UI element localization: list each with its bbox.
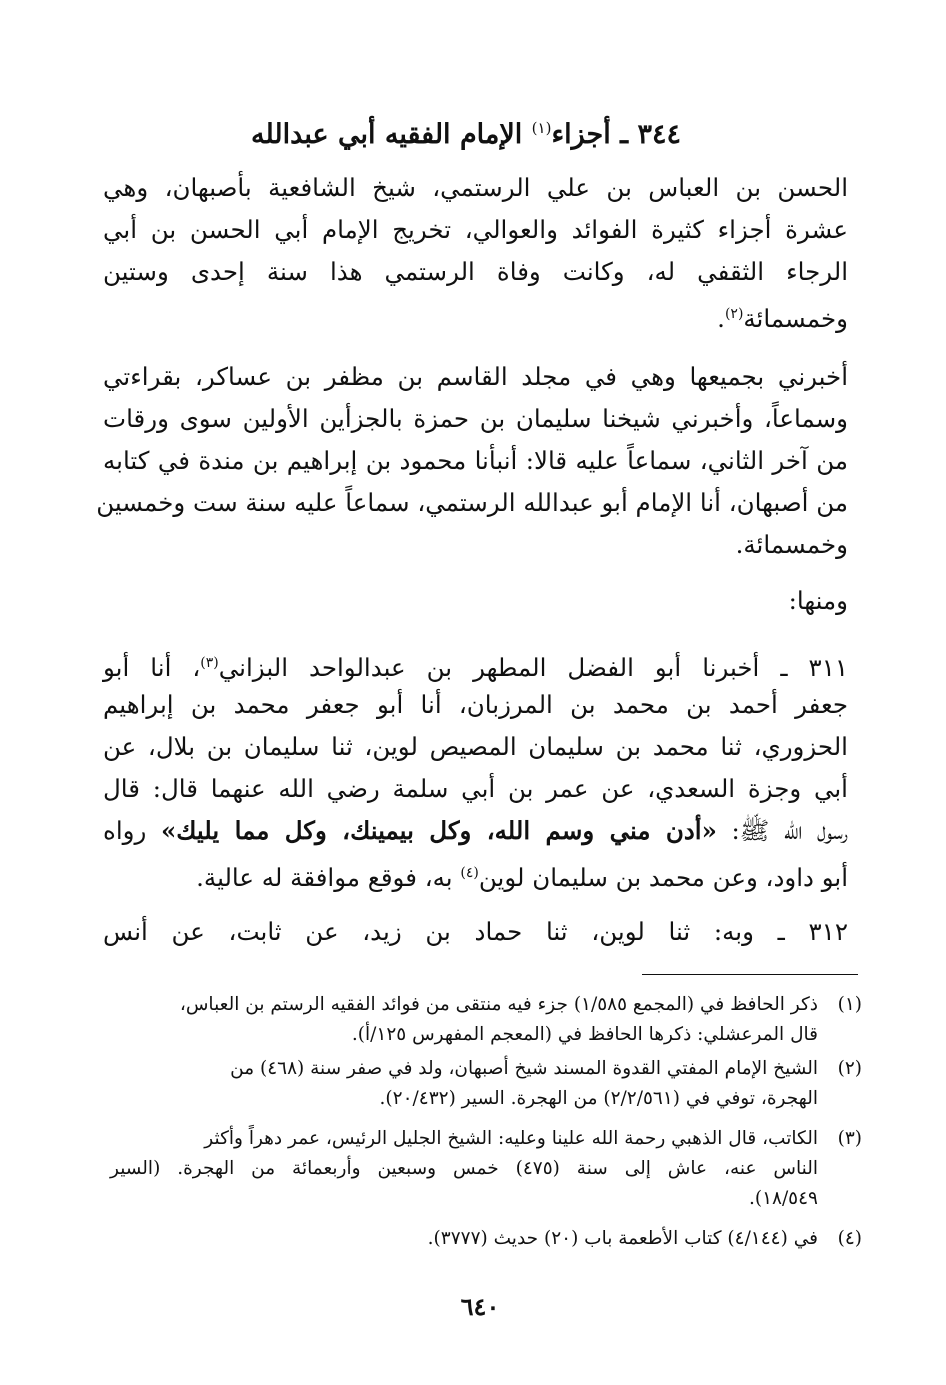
hadith-312-line: ٣١٢ ـ وبه: ثنا لوين، ثنا حماد بن زيد، عن ثابت، عن أنس [103,917,848,946]
heading-dash: ـ [620,119,629,150]
footnote-3 [110,1124,862,1154]
section-heading [200,108,732,155]
hadith-311-line-4: أبي وجزة السعدي، عن عمر بن أبي سلمة رضي الله عنهما قال: قال [103,774,848,803]
hadith-311-line-5-end: رواه [103,816,147,845]
footnote-separator [642,974,858,975]
footnote-2-number: (٢) [837,1058,862,1079]
intro-line-1: الحسن بن العباس بن علي الرستمي، شيخ الشافعية بأصبهان، وهي [103,173,848,202]
footnote-1-line-2: قال المرعشلي: ذكرها الحافظ في (المعجم المفهرس ١٢٥/أ). [351,1024,818,1045]
footnote-4 [110,1224,862,1254]
hadith-311-line-1-end: ، أنا أبو [103,653,201,683]
hadith-311-line-3: الحزوري، ثنا محمد بن سليمان المصيص لوين، ثنا سليمان بن بلال، عن [103,732,848,761]
footnote-1-line-1: ذكر الحافظ في (المجمع ١/٥٨٥) جزء فيه منتقى من فوائد الفقيه الرستم بن العباس، [179,994,818,1015]
intro-line-4 [103,294,848,339]
footnote-1-number: (١) [837,994,862,1015]
intro-line-2: عشرة أجزاء كثيرة الفوائد والعوالي، تخريج الإمام أبي الحسن بن أبي [103,215,848,244]
footnote-4-line-1: في (٤/١٤٤) كتاب الأطعمة باب (٢٠) حديث (٣٧٧٧). [427,1228,818,1249]
footnote-3-line-2: الناس عنه، عاش إلى سنة (٤٧٥) خمس وسبعين وأربعمائة من الهجرة. (السير [110,1158,818,1179]
hadith-311-line-6-start: أبو داود، وعن محمد بن سليمان لوين [478,863,848,893]
hadith-311-line-5-start: رسول الله ﷺ: [731,816,848,845]
footnote-ref-2[interactable]: (٢) [724,306,744,322]
chain-line-1: أخبرني بجميعها وهي في مجلد القاسم بن مظفر بن عساكر، بقراءتي [103,362,848,391]
footnote-ref-4[interactable]: (٤) [460,865,479,881]
intro-last-text: وخمسمائة [743,304,848,334]
hadith-311-line-6 [103,853,848,898]
page-number: ٦٤٠ [460,1292,500,1321]
footnote-2-line-2: الهجرة، توفي في (٢/٢/٥٦١) من الهجرة. السير (٢٠/٤٣٢). [379,1088,818,1109]
footnote-ref-1[interactable]: (١) [531,119,552,137]
hadith-311-line-2: جعفر أحمد بن محمد بن المرزبان، أنا أبو جعفر محمد بن إبراهيم [103,690,848,719]
hadith-311-line-1-start: ٣١١ ـ أخبرنا أبو الفضل المطهر بن عبدالواحد البزاني [218,653,849,683]
chain-line-2: وسماعاً، وأخبرني شيخنا سليمان بن حمزة بالجزأين الأولين سوى ورقات [103,404,848,433]
footnote-2 [110,1054,862,1084]
heading-title-part1: أجزاء [551,119,611,150]
prophetic-quote: «أدن مني وسم الله، وكل بيمينك، وكل مما يليك» [160,816,717,845]
chain-line-4: من أصبهان، أنا الإمام أبو عبدالله الرستمي، سماعاً عليه سنة ست وخمسين [96,488,848,517]
chain-line-3: من آخر الثاني، سماعاً عليه قالا: أنبأنا محمود بن إبراهيم بن مندة في كتابه [103,446,848,475]
hadith-311-line-6-end: به، فوقع موافقة له عالية. [196,863,453,893]
footnote-2-line-1: الشيخ الإمام المفتي القدوة المسند شيخ أصبهان، ولد في صفر سنة (٤٦٨) من [230,1058,818,1079]
section-number: ٣٤٤ [637,119,681,150]
footnote-3-line-3: ١٨/٥٤٩). [748,1188,818,1209]
intro-last-end: . [717,304,725,334]
hadith-311-line-5 [103,811,848,851]
footnote-3-number: (٣) [837,1128,862,1149]
minha-label: ومنها: [788,586,848,615]
heading-title-part2: الإمام الفقيه أبي عبدالله [251,119,523,150]
hadith-311-line-1 [103,643,848,688]
footnote-3-line-1: الكاتب، قال الذهبي رحمة الله علينا وعليه: الشيخ الجليل الرئيس، عمر دهراً وأكثر [204,1128,818,1149]
footnote-ref-3[interactable]: (٣) [200,655,219,671]
footnote-4-number: (٤) [837,1228,862,1249]
footnote-1 [110,990,862,1020]
chain-line-5: وخمسمائة. [735,530,848,559]
intro-line-3: الرجاء الثقفي له، وكانت وفاة الرستمي هذا سنة إحدى وستين [103,257,848,286]
